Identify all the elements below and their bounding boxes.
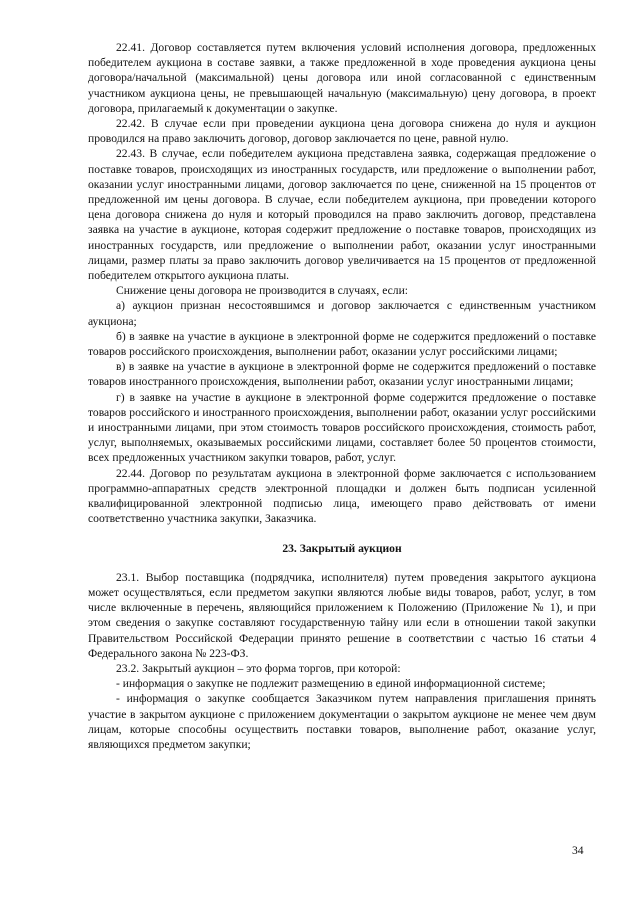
clause-23-1: 23.1. Выбор поставщика (подрядчика, исполнителя) путем проведения закрытого аукциона может осуществляться, если предметом закупки являются любые виды товаров, работ, услуг, в том числе включенные в перечень, являющийся приложением к Положению (Приложение № 1), и при этом сведения о закупке составляют государственную тайну или если в отношении такой закупки Правительством Российской Федерации принято решение в соответствии с частью 16 статьи 4 Федерального закона № 223-ФЗ. [88,570,596,660]
price-reduction-intro: Снижение цены договора не производится в случаях, если: [116,284,409,298]
clause-22-42: 22.42. В случае если при проведении аукциона цена договора снижена до нуля и аукцион проводился на право заключить договор, договор заключается по цене, равной нулю. [88,117,596,146]
list-item-dash-2: - информация о закупке сообщается Заказчиком путем направления приглашения принять участие в закрытом аукционе с приложением документации о закрытом аукционе не менее чем двум лицам, которые способны осуществить поставки товаров, выполнение работ, оказание услуг, являющихся предметом закупки; [88,692,596,751]
clause-22-41: 22.41. Договор составляется путем включения условий исполнения договора, предложенных победителем аукциона в составе заявки, а также предложенной в ходе проведения аукциона цены договора/начальной (максимальной) цены договора или иной согласованной с единственным участником аукциона цены, не превышающей начальную (максимальную) цену договора, в проект договора, прилагаемый к документации о закупке. [88,41,596,115]
list-item-a: а) аукцион признан несостоявшимся и договор заключается с единственным участником аукциона; [88,299,596,328]
clause-22-44: 22.44. Договор по результатам аукциона в электронной форме заключается с использованием программно-аппаратных средств электронной площадки и должен быть подписан усиленной квалифицированной электронной подписью лица, имеющего право действовать от имени соответственно участника закупки, Заказчика. [88,466,596,526]
list-item-dash-1: - информация о закупке не подлежит размещению в единой информационной системе; [116,677,546,691]
document-body [88,40,596,752]
page-number: 34 [572,844,584,857]
section-heading: 23. Закрытый аукцион [282,541,402,555]
list-item-v: в) в заявке на участие в аукционе в электронной форме не содержится предложений о поставке товаров иностранного происхождения, выполнении работ, оказании услуг иностранными лицами; [88,360,596,389]
list-item-g: г) в заявке на участие в аукционе в электронной форме содержится предложение о поставке товаров российского и иностранного происхождения, выполнении работ, оказании услуг российскими и иностранными лицами, при этом стоимость товаров российского происхождения, стоимость работ, услуг, выполняемых, оказываемых российскими лицами, составляет более 50 процентов стоимости, всех предложенных участником закупки товаров, работ, услуг. [88,390,596,465]
clause-23-2: 23.2. Закрытый аукцион – это форма торгов, при которой: [116,661,401,675]
clause-22-43: 22.43. В случае, если победителем аукциона представлена заявка, содержащая предложение о поставке товаров, происходящих из иностранных государств, или предложение о выполнении работ, оказании услуг иностранными лицами, договор заключается по цене, сниженной на 15 процентов от предложенной им цены договора. В случае, если победителем аукциона, при проведении которого цена договора снижена до нуля и который проводился на право заключить договор, представлена заявка на участие в аукционе, которая содержит предложение о поставке товаров, происходящих из иностранных государств, или предложение о выполнении работ, оказании услуг иностранными лицами, размер платы за право заключить договор увеличивается на 15 процентов от предложенной победителем открытого аукциона платы. [88,147,596,283]
list-item-b: б) в заявке на участие в аукционе в электронной форме не содержится предложений о поставке товаров российского происхождения, выполнении работ, оказании услуг российскими лицами; [88,329,596,359]
